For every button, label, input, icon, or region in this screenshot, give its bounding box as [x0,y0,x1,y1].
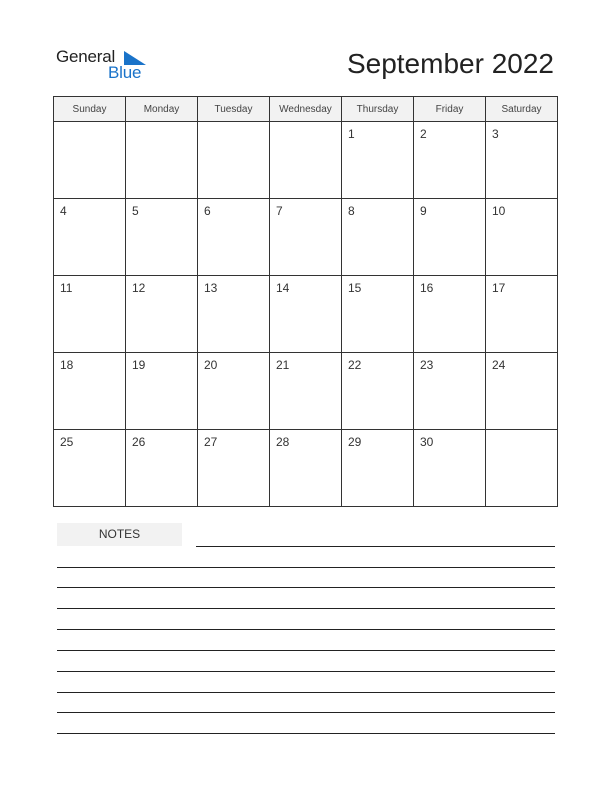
day-number: 9 [420,204,427,218]
day-cell [342,430,414,507]
day-number: 8 [348,204,355,218]
day-number: 18 [60,358,74,372]
day-cell [342,276,414,353]
day-cell [486,122,558,199]
day-number: 2 [420,127,427,141]
notes-line [57,733,555,734]
day-cell [54,430,126,507]
day-number: 28 [276,435,290,449]
day-cell [198,430,270,507]
notes-label: NOTES [57,523,182,546]
notes-line [196,546,555,547]
weekday-header-row [54,97,558,122]
day-number [198,122,269,127]
notes-line [57,608,555,609]
day-number: 14 [276,281,290,295]
day-number: 17 [492,281,506,295]
day-number: 22 [348,358,362,372]
day-number: 29 [348,435,362,449]
day-number: 25 [60,435,74,449]
day-cell [198,122,270,199]
day-number: 16 [420,281,434,295]
weekday-header: Sunday [54,97,126,122]
day-cell [270,122,342,199]
day-cell [198,353,270,430]
day-number [126,122,197,127]
day-cell [54,199,126,276]
day-cell [270,430,342,507]
day-cell [54,122,126,199]
day-number: 23 [420,358,434,372]
notes-line [57,650,555,651]
logo-word-blue: Blue [108,63,142,82]
day-cell [126,199,198,276]
weekday-header: Thursday [342,97,414,122]
day-cell [198,199,270,276]
day-number: 6 [204,204,211,218]
brand-logo [56,47,152,83]
page-title: September 2022 [346,48,554,79]
day-number: 30 [420,435,434,449]
day-number: 12 [132,281,146,295]
weekday-header: Wednesday [270,97,342,122]
day-number: 26 [132,435,146,449]
day-cell [486,276,558,353]
day-cell [54,353,126,430]
notes-line [57,712,555,713]
day-number: 4 [60,204,67,218]
day-cell [486,353,558,430]
day-number: 5 [132,204,139,218]
day-cell [126,122,198,199]
day-cell [342,122,414,199]
day-cell [486,430,558,507]
day-cell [486,199,558,276]
week-row [54,430,558,507]
notes-line [57,671,555,672]
day-number [54,122,125,127]
day-cell [414,430,486,507]
day-number: 7 [276,204,283,218]
day-cell [270,199,342,276]
week-row [54,353,558,430]
day-number: 15 [348,281,362,295]
day-number: 24 [492,358,506,372]
day-number [270,122,341,127]
day-number: 19 [132,358,146,372]
day-cell [414,199,486,276]
day-cell [270,353,342,430]
day-number: 21 [276,358,290,372]
week-row [54,276,558,353]
day-number: 11 [60,281,73,295]
day-cell [126,430,198,507]
logo-word-general: General [56,47,116,66]
day-cell [126,353,198,430]
day-cell [414,353,486,430]
week-row [54,122,558,199]
day-cell [414,122,486,199]
day-number [486,430,557,435]
day-number: 27 [204,435,218,449]
week-row [54,199,558,276]
notes-line [57,629,555,630]
day-number: 3 [492,127,499,141]
notes-line [57,692,555,693]
weekday-header: Friday [414,97,486,122]
day-number: 1 [348,127,355,141]
day-number: 20 [204,358,218,372]
weekday-header: Tuesday [198,97,270,122]
notes-line [57,587,555,588]
day-cell [198,276,270,353]
day-cell [126,276,198,353]
day-cell [54,276,126,353]
calendar-grid [53,96,558,507]
day-number: 10 [492,204,506,218]
notes-line [57,567,555,568]
day-cell [414,276,486,353]
weekday-header: Saturday [486,97,558,122]
day-cell [342,199,414,276]
day-cell [342,353,414,430]
day-cell [270,276,342,353]
weekday-header: Monday [126,97,198,122]
day-number: 13 [204,281,218,295]
